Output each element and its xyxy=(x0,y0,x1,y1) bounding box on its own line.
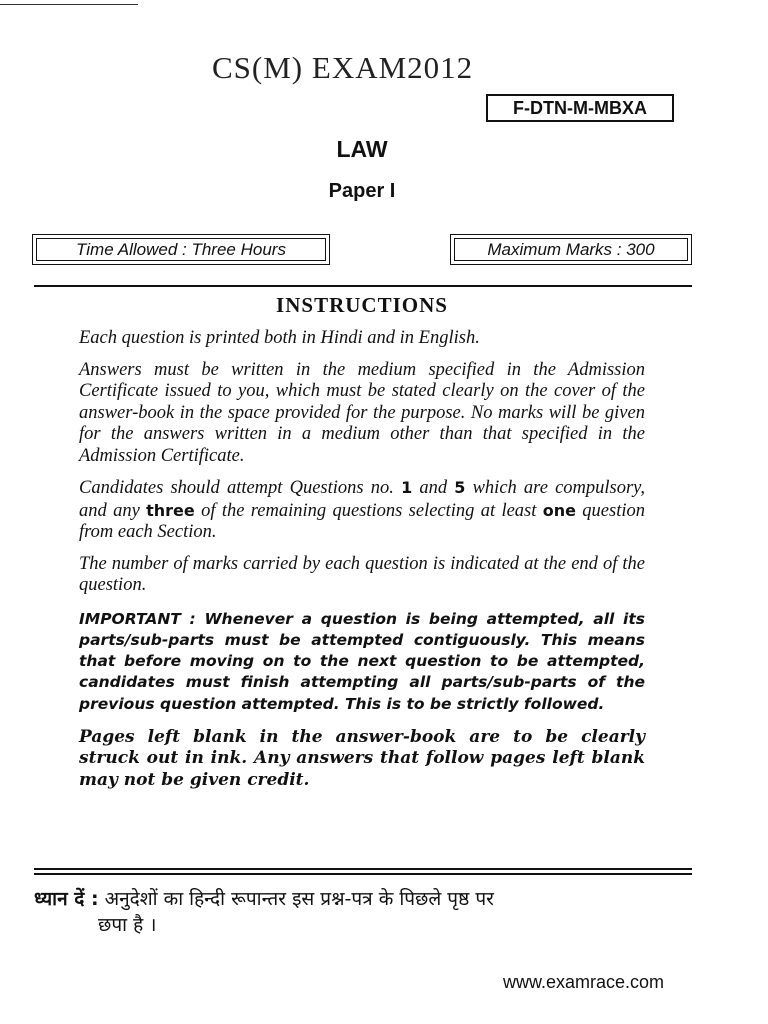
instruction-questions xyxy=(79,477,645,544)
instructions-heading: INSTRUCTIONS xyxy=(276,293,448,317)
instructions-body xyxy=(79,328,645,801)
exam-title: CS(M) EXAM2012 xyxy=(212,50,474,85)
subject-title: LAW xyxy=(336,136,388,162)
text-run: and xyxy=(412,478,455,498)
top-divider xyxy=(34,285,692,287)
instruction-bilingual: Each question is printed both in Hindi and in English. xyxy=(79,328,480,348)
max-marks-text: Maximum Marks : 300 xyxy=(454,238,688,261)
text-run: which are compulsory, and any xyxy=(79,478,645,521)
time-allowed-box xyxy=(32,234,330,265)
question-number-1: 1 xyxy=(401,478,413,497)
instruction-marks: The number of marks carried by each question is indicated at the end of the question. xyxy=(79,553,645,595)
instruction-medium: Answers must be written in the medium specified in the Admission Certificate issued to you, which must be stated clearly on the cover of the answer-book in the space provided for the purpose. No marks will be given for the answers written in a medium other than that specified in the Admission Certificate. xyxy=(79,359,645,466)
instruction-important: IMPORTANT : Whenever a question is being attempted, all its parts/sub-parts must be attempted contiguously. This means that before moving on to the next question to be attempted, candidates must finish attempting all parts/sub-parts of the previous question attempted. This is to be strictly followed. xyxy=(79,609,645,713)
paper-code-box: F-DTN-M-MBXA xyxy=(486,94,674,122)
bottom-divider-2 xyxy=(34,873,692,875)
emphasis-three: three xyxy=(146,500,195,520)
emphasis-one: one xyxy=(542,500,576,520)
question-number-5: 5 xyxy=(454,478,466,497)
instruction-blank-pages: Pages left blank in the answer-book are to be clearly struck out in ink. Any answers that follow pages left blank may not be given credit. xyxy=(79,726,645,790)
time-allowed-text: Time Allowed : Three Hours xyxy=(36,238,326,261)
hindi-note-line2: छपा है । xyxy=(98,914,157,936)
hindi-note xyxy=(34,886,674,938)
max-marks-box xyxy=(450,234,692,265)
paper-title: Paper I xyxy=(328,180,396,202)
footer-website: www.examrace.com xyxy=(503,972,665,992)
bottom-divider-1 xyxy=(34,868,692,870)
hindi-note-lead: ध्यान दें : xyxy=(34,888,99,910)
text-run: question from each Section. xyxy=(79,500,645,542)
corner-rule xyxy=(0,4,138,5)
text-run: of the remaining questions selecting at least xyxy=(194,500,543,521)
hindi-note-line1: अनुदेशों का हिन्दी रूपान्तर इस प्रश्न-पत्र के पिछले पृष्ठ पर xyxy=(104,888,494,910)
text-run: Candidates should attempt Questions no. xyxy=(79,478,402,498)
